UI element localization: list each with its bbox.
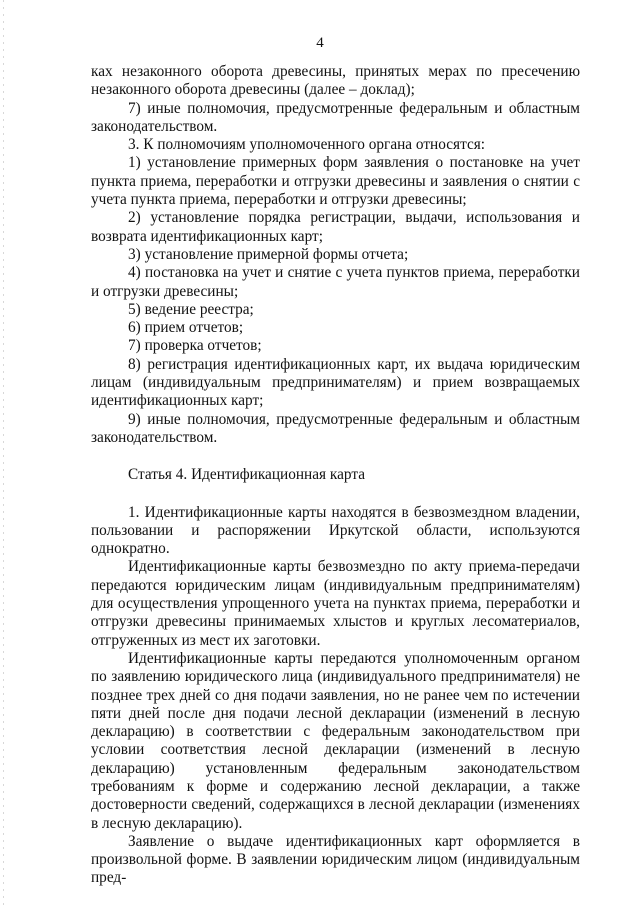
paragraph: 8) регистрация идентификационных карт, их выдача юридическим лицам (индивидуальным предпринимателям) и прием возвращаемых идентификационных карт; [91, 355, 580, 410]
paragraph: 3. К полномочиям уполномоченного органа относятся: [128, 136, 486, 154]
paragraph: 7) иные полномочия, предусмотренные федеральным и областным законодательством. [91, 99, 580, 135]
paragraph: 1. Идентификационные карты находятся в безвозмездном владении, пользовании и распоряжении Иркутской области, используются однократно. [91, 503, 580, 558]
paragraph: 5) ведение реестра; [128, 300, 254, 318]
paragraph: 4) постановка на учет и снятие с учета пунктов приема, переработки и отгрузки древесины; [91, 264, 580, 300]
paragraph: Идентификационные карты передаются уполномоченным органом по заявлению юридического лица (индивидуального предпринимателя) не позднее трех дней со дня подачи заявления, но не ранее чем по истечении пяти дней после дня подачи лесной декларации (изменений в лесную декларацию) в соответствии с федеральным законодательством при условии соответствия лесной декларации (изменений в лесную декларацию) установленным федеральным законодательством требованиям к форме и содержанию лесной декларации, а также достоверности сведений, содержащихся в лесной декларации (изменениях в лесную декларацию). [91, 649, 580, 832]
paragraph: Идентификационные карты безвозмездно по акту приема-передачи передаются юридическим лицам (индивидуальным предпринимателям) для осуществления упрощенного учета на пунктах приема, переработки и отгрузки древесины принимаемых хлыстов и круглых лесоматериалов, отгруженных из мест их заготовки. [91, 558, 580, 649]
paragraph: 3) установление примерной формы отчета; [128, 245, 409, 263]
document-body [91, 63, 580, 888]
paragraph: ках незаконного оборота древесины, принятых мерах по пресечению незаконного оборота древесины (далее – доклад); [91, 63, 580, 99]
paragraph: 6) прием отчетов; [128, 319, 244, 337]
page-number: 4 [316, 35, 324, 51]
scan-edge-mark [3, 0, 4, 905]
paragraph: 9) иные полномочия, предусмотренные федеральным и областным законодательством. [91, 410, 580, 446]
paragraph: 7) проверка отчетов; [128, 337, 262, 355]
paragraph: 1) установление примерных форм заявления о постановке на учет пункта приема, переработки и отгрузки древесины и заявления о снятии с учета пункта приема, переработки и отгрузки древесины; [91, 154, 580, 209]
paragraph: 2) установление порядка регистрации, выдачи, использования и возврата идентификационных карт; [91, 209, 580, 245]
paragraph: Заявление о выдаче идентификационных карт оформляется в произвольной форме. В заявлении юридическим лицом (индивидуальным пред- [91, 832, 580, 887]
article-heading: Статья 4. Идентификационная карта [128, 466, 365, 484]
